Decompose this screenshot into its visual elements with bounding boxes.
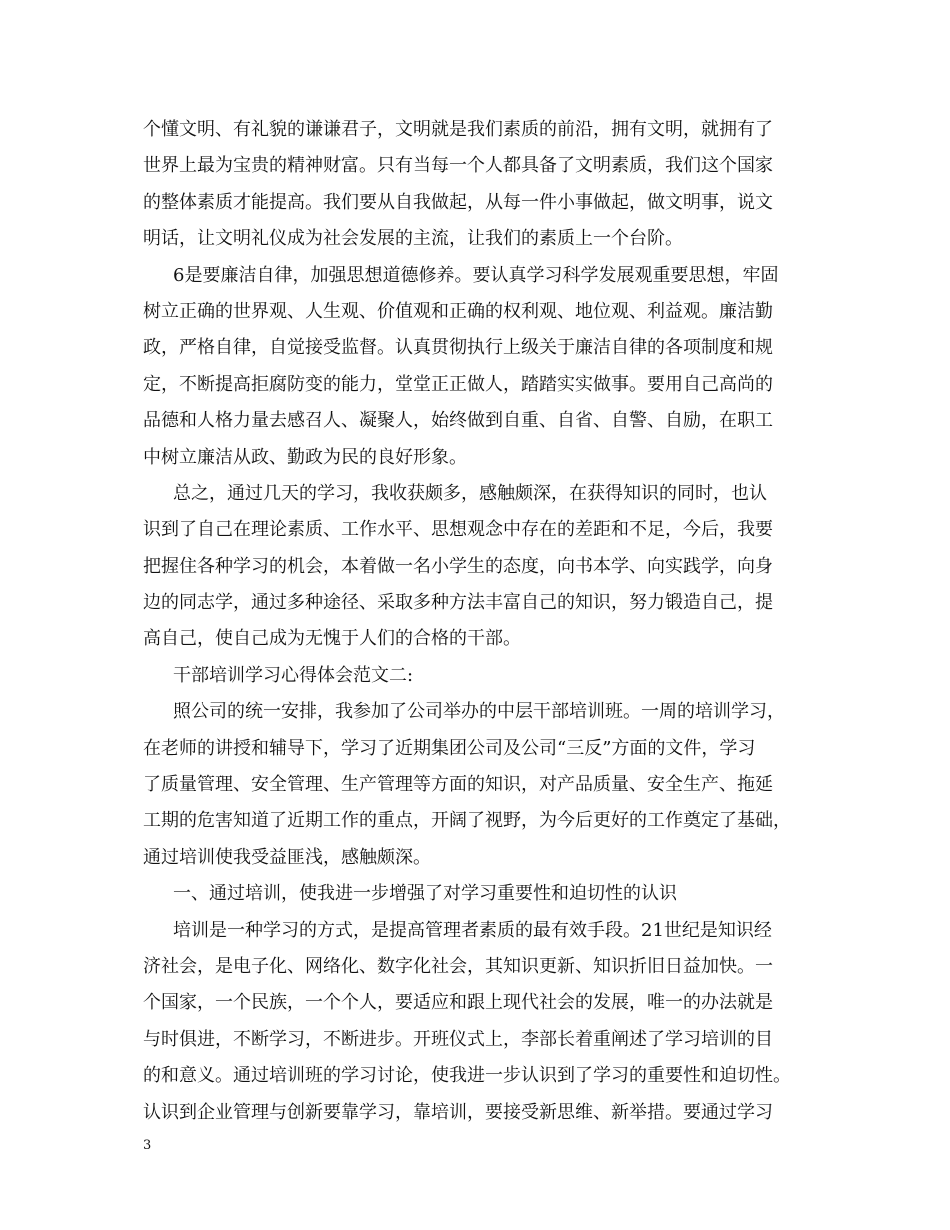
text-line: 在老师的讲授和辅导下，学习了近期集团公司及公司“三反”方面的文件，学习 <box>143 737 756 759</box>
text-line: 个国家，一个民族，一个个人，要适应和跟上现代社会的发展，唯一的办法就是 <box>143 992 773 1014</box>
text-line: 识到了自己在理论素质、工作水平、思想观念中存在的差距和不足，今后，我要 <box>143 519 773 541</box>
text-line: 高自己，使自己成为无愧于人们的合格的干部。 <box>143 628 521 650</box>
text-line: 世界上最为宝贵的精神财富。只有当每一个人都具备了文明素质，我们这个国家 <box>143 155 773 177</box>
text-line: 树立正确的世界观、人生观、价值观和正确的权利观、地位观、利益观。廉洁勤 <box>143 300 773 322</box>
text-line: 总之，通过几天的学习，我收获颇多，感触颇深，在获得知识的同时，也认 <box>173 482 767 504</box>
text-line: 与时俱进，不断学习，不断进步。开班仪式上，李部长着重阐述了学习培训的目 <box>143 1028 773 1050</box>
text-line: 品德和人格力量去感召人、凝聚人，始终做到自重、自省、自警、自励，在职工 <box>143 410 773 432</box>
text-line: 把握住各种学习的机会，本着做一名小学生的态度，向书本学、向实践学，向身 <box>143 555 773 577</box>
text-line: 一、通过培训，使我进一步增强了对学习重要性和迫切性的认识 <box>173 883 677 905</box>
text-line: 明话，让文明礼仪成为社会发展的主流，让我们的素质上一个台阶。 <box>143 228 683 250</box>
text-line: 了质量管理、安全管理、生产管理等方面的知识，对产品质量、安全生产、拖延 <box>143 774 773 796</box>
text-line: 培训是一种学习的方式，是提高管理者素质的最有效手段。21世纪是知识经 <box>173 919 772 941</box>
text-line: 中树立廉洁从政、勤政为民的良好形象。 <box>143 446 467 468</box>
text-line: 边的同志学，通过多种途径、采取多种方法丰富自己的知识，努力锻造自己，提 <box>143 592 773 614</box>
text-line: 6是要廉洁自律，加强思想道德修养。要认真学习科学发展观重要思想，牢固 <box>173 264 779 286</box>
text-line: 干部培训学习心得体会范文二: <box>173 664 414 686</box>
text-line: 的整体素质才能提高。我们要从自我做起，从每一件小事做起，做文明事，说文 <box>143 191 773 213</box>
document-body <box>143 112 833 1131</box>
text-line: 认识到企业管理与创新要靠学习，靠培训，要接受新思维、新举措。要通过学习 <box>143 1101 773 1123</box>
page-number: 3 <box>143 1138 152 1153</box>
text-line: 照公司的统一安排，我参加了公司举办的中层干部培训班。一周的培训学习， <box>173 701 785 723</box>
text-line: 的和意义。通过培训班的学习讨论，使我进一步认识到了学习的重要性和迫切性。 <box>143 1065 791 1087</box>
text-line: 定，不断提高拒腐防变的能力，堂堂正正做人，踏踏实实做事。要用自己高尚的 <box>143 373 773 395</box>
text-line: 政，严格自律，自觉接受监督。认真贯彻执行上级关于廉洁自律的各项制度和规 <box>143 337 773 359</box>
text-line: 通过培训使我受益匪浅，感触颇深。 <box>143 846 431 868</box>
text-line: 济社会，是电子化、网络化、数字化社会，其知识更新、知识折旧日益加快。一 <box>143 955 773 977</box>
text-line: 个懂文明、有礼貌的谦谦君子，文明就是我们素质的前沿，拥有文明，就拥有了 <box>143 119 773 140</box>
text-line: 工期的危害知道了近期工作的重点，开阔了视野，为今后更好的工作奠定了基础， <box>143 810 791 832</box>
